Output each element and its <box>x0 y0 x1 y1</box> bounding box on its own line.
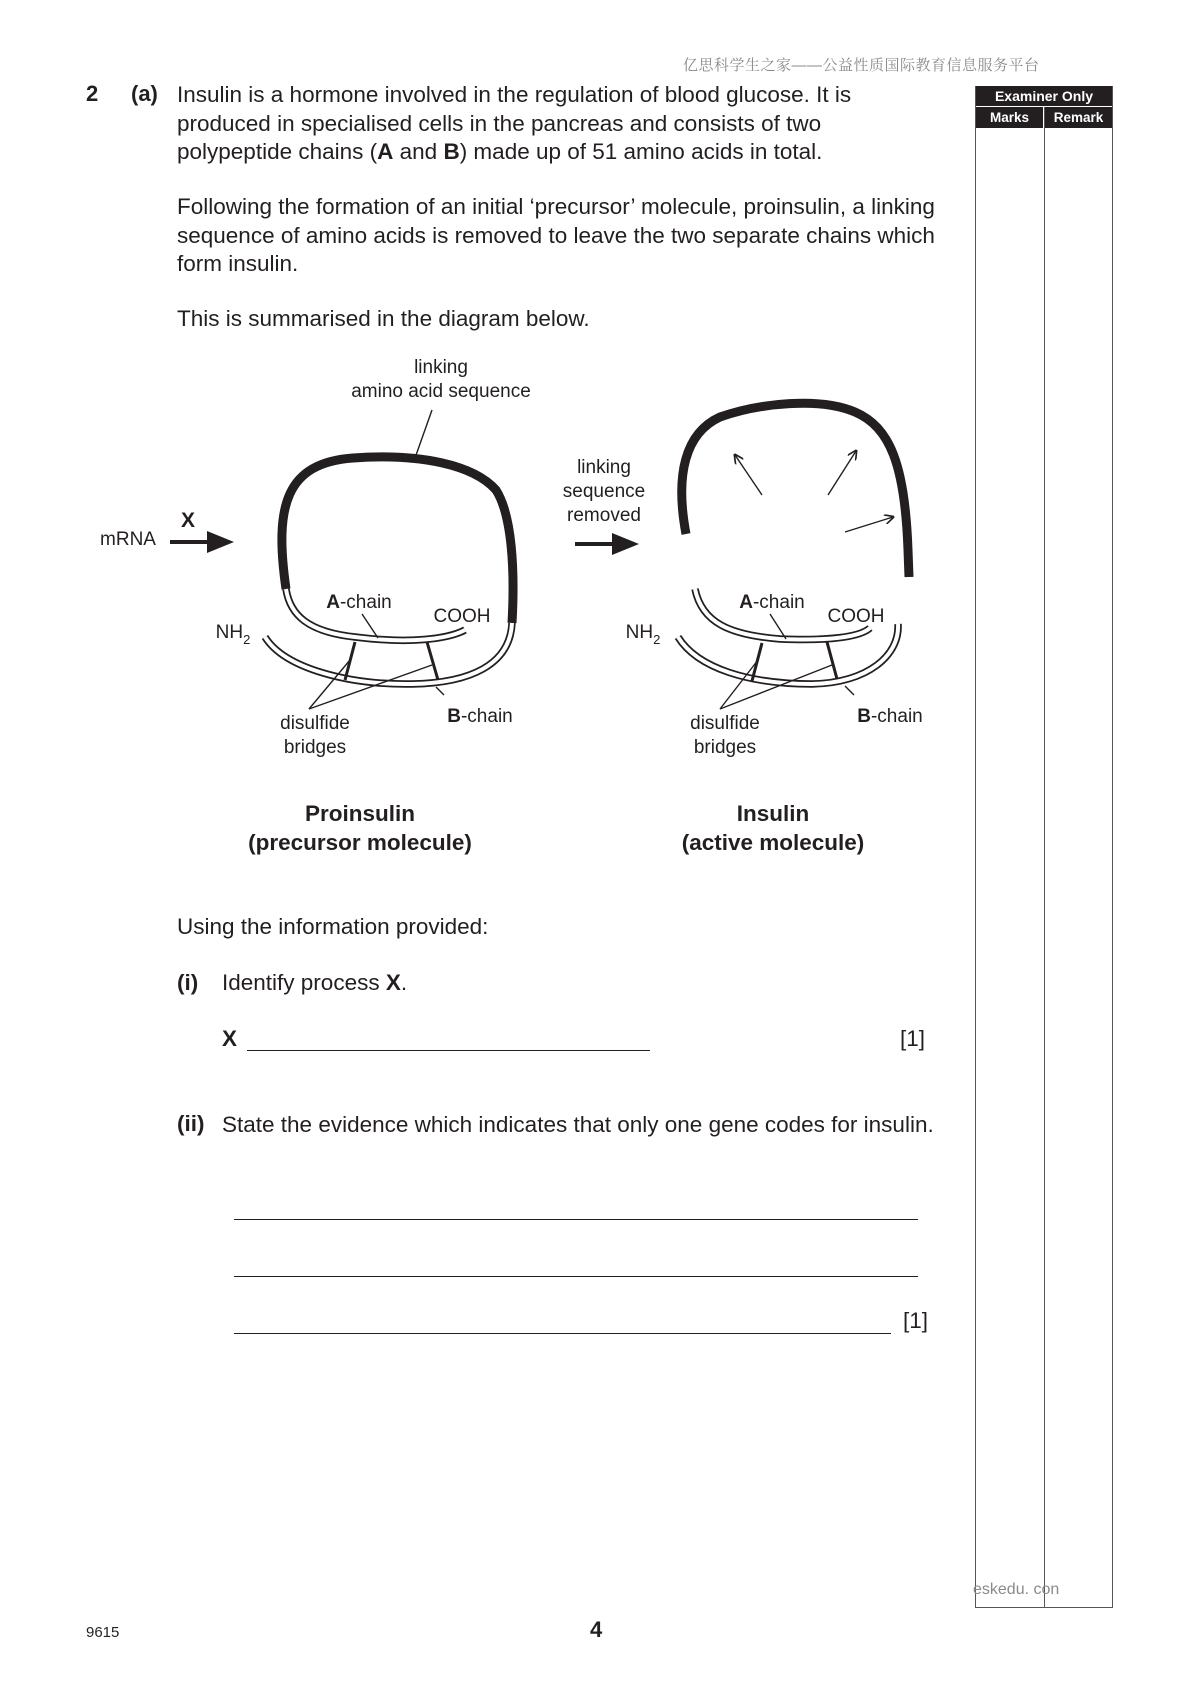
linking-label-1: linking <box>414 357 468 378</box>
insulin-disulfide-label-2: bridges <box>693 737 757 758</box>
insulin-b-chain-bold: B <box>857 706 871 727</box>
insulin-b-chain-label <box>857 706 922 727</box>
answer-line-ii-3[interactable] <box>234 1333 891 1334</box>
nh-subscript: 2 <box>243 632 251 647</box>
mark-allocation-i: [1] <box>900 1026 926 1051</box>
proinsulin-caption-title: Proinsulin <box>304 801 415 826</box>
proinsulin-caption-subtitle: (precursor molecule) <box>248 830 472 855</box>
answer-line-i[interactable] <box>247 1050 650 1051</box>
using-information-text: Using the information provided: <box>177 914 489 939</box>
insulin-b-chain-suffix: -chain <box>870 706 923 727</box>
subquestion-ii-text: State the evidence which indicates that only one gene codes for insulin. <box>222 1112 934 1137</box>
release-arrow-2 <box>828 451 856 495</box>
question-part: (a) <box>131 81 158 106</box>
intro-end: ) made up of 51 amino acids in total. <box>459 139 823 164</box>
mark-allocation-ii: [1] <box>903 1308 929 1333</box>
insulin-a-chain-label <box>739 592 804 613</box>
remark-header: Remark <box>1045 107 1112 128</box>
chain-a-label: A <box>377 139 394 164</box>
process-x-label: X <box>180 509 196 532</box>
b-chain-inner <box>265 623 512 684</box>
examiner-only-header: Examiner Only <box>976 86 1112 106</box>
a-chain-bold: A <box>326 592 340 613</box>
release-arrow-3 <box>845 517 893 532</box>
subquestion-i-x: X <box>385 970 401 995</box>
question-number: 2 <box>86 81 99 106</box>
mrna-label: mRNA <box>100 529 156 550</box>
b-chain-pointer <box>436 687 444 695</box>
insulin-disulfide-bridge-2 <box>827 642 837 679</box>
insulin-caption-title: Insulin <box>736 801 810 826</box>
examiner-panel <box>975 86 1113 1608</box>
b-chain-label <box>447 706 512 727</box>
b-chain-suffix: -chain <box>460 706 513 727</box>
disulfide-label-1: disulfide <box>280 713 350 734</box>
linking-label-2: amino acid sequence <box>351 381 531 402</box>
disulfide-label-2: bridges <box>283 737 347 758</box>
removed-label-2: sequence <box>562 481 646 502</box>
insulin-caption <box>660 799 886 857</box>
answer-line-ii-1[interactable] <box>234 1219 918 1220</box>
chain-b-label: B <box>443 139 460 164</box>
insulin-cooh-label: COOH <box>827 606 885 627</box>
summary-paragraph: This is summarised in the diagram below. <box>177 306 590 331</box>
insulin-nh-subscript: 2 <box>653 632 661 647</box>
linking-pointer <box>415 410 432 458</box>
linking-sequence-loop <box>282 457 513 623</box>
marks-header: Marks <box>976 107 1043 128</box>
insulin-diagram <box>90 355 940 765</box>
header-watermark: 亿思科学生之家——公益性质国际教育信息服务平台 <box>683 57 1040 74</box>
insulin-disulfide-label-1: disulfide <box>690 713 760 734</box>
answer-x-label: X <box>222 1026 238 1051</box>
release-arrow-1 <box>735 455 762 495</box>
insulin-caption-subtitle: (active molecule) <box>681 830 865 855</box>
insulin-nh2-label <box>626 622 661 647</box>
subquestion-i-post: . <box>400 970 408 995</box>
page-number: 4 <box>590 1617 603 1642</box>
intro-and: and <box>393 139 444 164</box>
precursor-paragraph: Following the formation of an initial ‘precursor’ molecule, proinsulin, a linking sequence of amino acids is removed to leave the two separate chains which form insulin. <box>177 194 935 276</box>
removed-label-1: linking <box>577 457 631 478</box>
a-chain-label <box>326 592 391 613</box>
paper-code: 9615 <box>86 1624 120 1641</box>
disulfide-bridge-2 <box>427 642 438 680</box>
a-chain-suffix: -chain <box>339 592 392 613</box>
b-chain-bold: B <box>447 706 461 727</box>
insulin-a-chain-bold: A <box>739 592 753 613</box>
cooh-label: COOH <box>433 606 491 627</box>
intro-text: Insulin is a hormone involved in the regulation of blood glucose. It is produced in specialised cells in the pancreas and consists of two polypeptide chains ( <box>177 82 852 164</box>
nh2-label <box>216 622 251 647</box>
insulin-nh-text: NH <box>625 622 654 643</box>
footer-watermark: eskedu. con <box>973 1581 1060 1598</box>
removed-label-3: removed <box>567 505 641 526</box>
nh-text: NH <box>215 622 244 643</box>
subquestion-i-pre: Identify process <box>222 970 386 995</box>
panel-divider <box>1044 107 1045 1607</box>
subquestion-i-label: (i) <box>177 970 199 995</box>
subquestion-i-text <box>222 970 407 996</box>
insulin-a-chain-suffix: -chain <box>752 592 805 613</box>
proinsulin-caption <box>218 799 502 857</box>
answer-line-ii-2[interactable] <box>234 1276 918 1277</box>
mrna-arrow-head <box>207 531 234 553</box>
intro-paragraph <box>177 81 937 167</box>
subquestion-ii-label: (ii) <box>177 1111 205 1136</box>
removed-linking-loop <box>682 403 909 577</box>
insulin-b-chain-pointer <box>845 686 854 695</box>
removed-arrow-head <box>612 533 639 555</box>
